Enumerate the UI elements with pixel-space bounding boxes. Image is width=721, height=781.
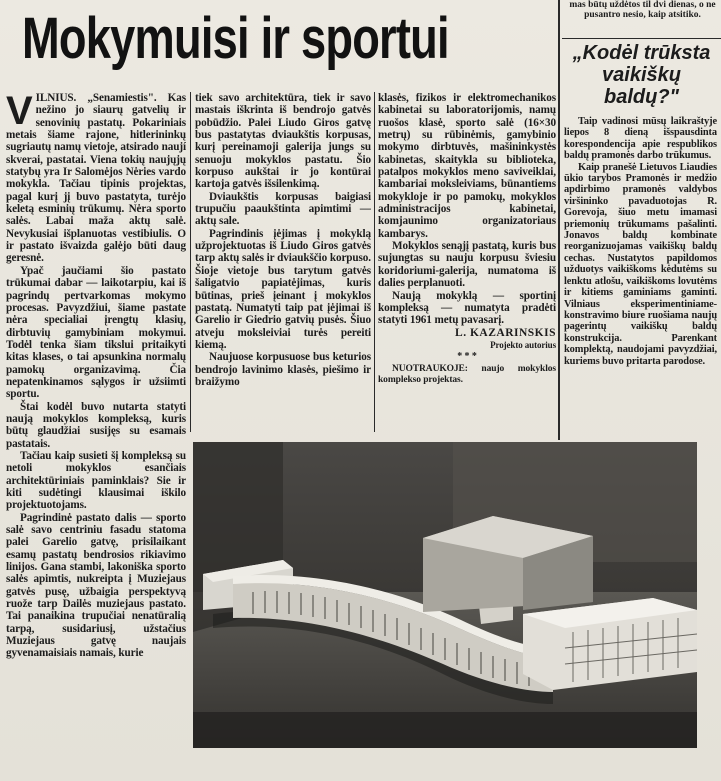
model-photo-illustration xyxy=(193,442,697,748)
architectural-model-photo xyxy=(193,442,697,748)
article-paragraph: Naujuose korpusuose bus keturios bendrojo lavinimo klasės, piešimo ir braižymo xyxy=(195,351,371,388)
sidebar-rule xyxy=(562,38,721,39)
author-signature xyxy=(378,327,556,352)
caption-label: NUOTRAUKOJE: xyxy=(392,363,468,374)
article-paragraph: Ypač jaučiami šio pastato trūkumai dabar — laikotarpiu, kai iš pagrindų pertvarkomas mokymo procesas. Pavyzdžiui, šiame pastate nėra specialiai įrengtų klasių, dirbtuvių gamybiniam mokymui. Todėl tenka šiam tikslui pritaikyti kitas klases, o tai apsunkina normalų pamokų organizavimą. Čia nepatenkinamos sąlygos ir užsiimti sportu. xyxy=(6,264,186,401)
article-paragraph: Štai kodėl buvo nutarta statyti naują mokyklos kompleksą, kuris būtų glaudžiai susijęs su esamais pastatais. xyxy=(6,400,186,450)
author-role: Projekto autorius xyxy=(490,339,556,350)
sidebar-headline: „Kodėl trūksta vaikiškų baldų?" xyxy=(572,42,711,108)
article-paragraph: Mokyklos senąjį pastatą, kuris bus sujungtas su nauju korpusu šviesiu koridoriumi-galerija, numatoma iš dalies perplanuoti. xyxy=(378,240,556,290)
article-paragraph: klasės, fizikos ir elektromechanikos kabinetai su laboratorijomis, namų ruošos klasė, sporto salė (16×30 metrų) su rūbinėmis, gamybinio mokymo dirbtuvės, mašininkystės kabinetas, skaitykla su biblioteka, patalpos mokyklos meno saviveiklai, kambariai moksleiviams, būnantiems mokykloje ir po pamokų, mokyklos administracijos kabinetai, komjaunimo organizatoriaus kambarys. xyxy=(378,92,556,240)
article-column-3 xyxy=(378,92,556,434)
article-paragraph: Tačiau kaip susieti šį kompleksą su netoli mokyklos esančiais architektūriniais paminklais? Sie ir kiti sudėtingi klausimai iškilo projektuotojams. xyxy=(6,449,186,512)
drop-cap: V xyxy=(6,92,33,133)
article-paragraph: tiek savo architektūra, tiek ir savo mastais iškrinta iš bendrojo gatvės pobūdžio. Palei Liudo Giros gatvę bus pastatytas dviaukštis korpusas, kurį pereinamoji galerija jungs su senuoju mokyklos pastatu. Šio korpuso aukštai ir jo kontūrai kartoja gatvės išsilenkimą. xyxy=(195,92,371,191)
column-divider xyxy=(558,0,560,440)
article-column-2 xyxy=(195,92,371,434)
sidebar-top-text: mas būtų uždėtos til dvi dienas, o ne pusantro nesio, kaip atsitiko. xyxy=(569,0,716,20)
article-paragraph: Dviaukštis korpusas baigiasi trupučiu paaukštinta apimtimi — aktų sale. xyxy=(195,190,371,228)
article-paragraph: Pagrindinis įėjimas į mokyklą užprojektuotas iš Liudo Giros gatvės tarp aktų salės ir dviaukščio korpuso. Šioje vietoje bus tarytum gatvės šaligatvio papiatėjimas, kuris būtinas, prieš įeinant į mokyklos pastatą. Numatyti taip pat įėjimai iš Garelio ir Giedrio gatvių pusės. Šiuo atveju moksleiviai turės pereiti kiemą. xyxy=(195,227,371,351)
sidebar-paragraph: Taip vadinosi mūsų laikraštyje liepos 8 dieną išspausdinta korespondencija apie respublikos baldų pramonės darbo trūkumus. xyxy=(564,116,717,162)
author-name: L. KAZARINSKIS xyxy=(455,326,556,339)
column-divider xyxy=(374,92,375,432)
article-paragraph: Pagrindinė pastato dalis — sporto salė savo centriniu fasadu statoma palei Garelio gatvę, prisilaikant esamų pastatų bendrosios rikiavimo linijos. Gana stambi, lakoniška sporto salės apimtis, nukreipta į Muziejaus gatvės pusę, užbaigia perspektyvą ruože tarp Dailės muziejaus pastato. Tai panaikina trupučiai nenatūralią tarpą, susidariusį, užstačius Muziejaus gatvę naujais gyvenamaisiais namais, kurie xyxy=(6,511,186,660)
article-headline: Mokymuisi ir sportui xyxy=(22,6,449,71)
sidebar-column xyxy=(564,116,717,436)
article-column-1 xyxy=(6,92,186,776)
article-paragraph: Naują mokyklą — sportinį kompleksą — numatyta pradėti statyti 1961 metų pavasarį. xyxy=(378,289,556,327)
sidebar-paragraph: Kaip pranešė Lietuvos Liaudies ūkio tarybos Pramonės ir medžio apdirbimo pramonės valdybos viršininko pavaduotojas R. Gorevoja, šiuo metu imamasi priemonių trūkumams pašalinti. Jonavos baldų kombinate reorganizuojamas vaikiškų baldų cechas. Nustatytos papildomos užduotys vaikiškoms kėdutėms su lenktu atlošu, vaikiškoms lovutėms ir kitiems gaminiams gaminti. Vilniaus eksperimentiniame-konstravimo biure ruošiama naujų pagerintų vaikiškų baldų konstrukcija. Parenkant komplektą, naudojami pavyzdžiai, kuriems buvo pritarta parodose. xyxy=(564,161,717,367)
caption-text: naujo mokyklos komplekso projektas. xyxy=(378,363,556,385)
article-paragraph: VILNIUS. „Senamiestis". Kas nežino jo siaurų gatvelių ir senovinių pastatų. Pokariniais metais šiame rajone, hitlerininkų sugriautų namų vietoje, atsirado naují skverai, pastatai. Viena tokių naujųjų statybų yra Ir Salomėjos Nėries vardo mokykla. Tačiau tipinis projektas, pagal kurį jį buvo pastatyta, turėjo keletą esminių trūkumų. Nėra sporto salės. Labai maža aktų salė. Nevykusiai išplanuotas vestibiulis. O ir pastato išvaizda galėjo būti daug geresnė. xyxy=(6,92,186,265)
column-divider xyxy=(190,92,191,432)
separator-stars: * * * xyxy=(457,351,477,363)
photo-caption xyxy=(378,364,556,386)
